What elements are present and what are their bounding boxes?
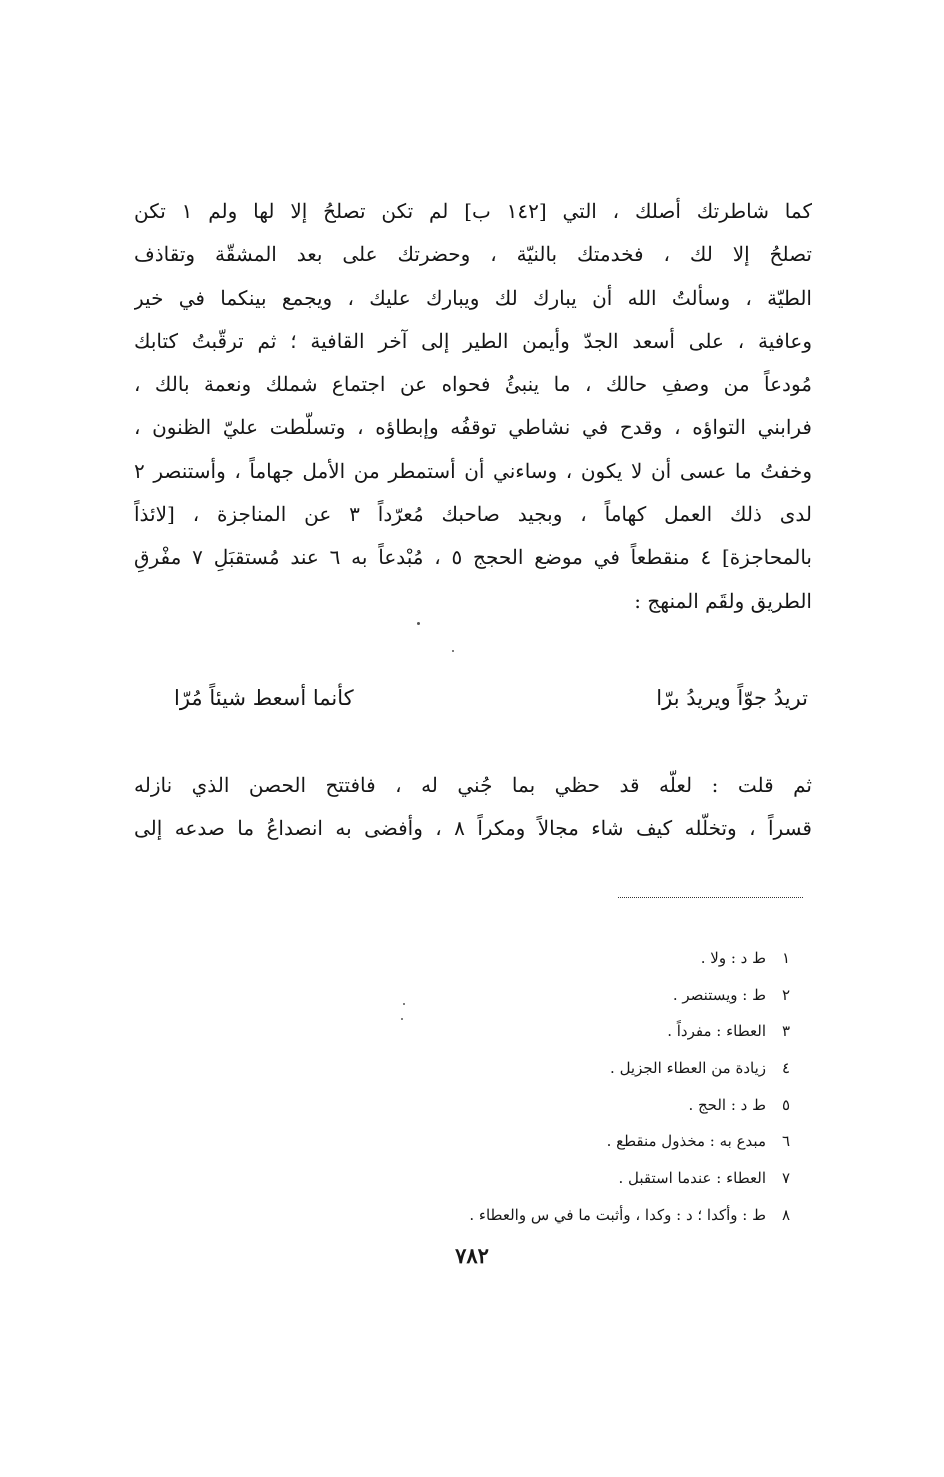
footnote <box>469 1013 790 1050</box>
footnote-text: ط د : الحج . <box>688 1095 766 1114</box>
page-number: ٧٨٢ <box>455 1243 489 1268</box>
footnote-text: العطاء : عندما استقبل . <box>618 1169 766 1188</box>
text-line: وخفتُ ما عسى أن لا يكون ، وساءني أن أستمطر من الأمل جهاماً ، وأستنصر ٢ <box>134 458 812 483</box>
footnote <box>469 1050 790 1087</box>
footnote-number: ٨ <box>781 1205 790 1224</box>
second-paragraph <box>134 764 812 851</box>
verse-second-hemistich: كأنما أسعط شيئاً مُرّا <box>174 686 354 710</box>
footnote <box>469 977 790 1014</box>
verse-first-hemistich: تريدُ جوّاً ويريدُ برّا <box>656 686 808 710</box>
print-speck <box>417 622 420 625</box>
footnote-text: العطاء : مفرداً . <box>667 1022 766 1041</box>
footnote <box>469 1123 790 1160</box>
footnote-number: ٥ <box>781 1095 790 1114</box>
footnote-number: ٦ <box>781 1132 790 1151</box>
text-line: تصلحُ إلا لك ، فخدمتك بالنيّة ، وحضرتك على بعد المشقّة وتقاذف <box>134 242 812 267</box>
footnote <box>469 1197 790 1234</box>
text-line: كما شاطرتك أصلك ، التي [١٤٢ ب] لم تكن تصلحُ إلا لها ولم ١ تكن <box>134 199 812 223</box>
footnote-text: ط : وأكدا ؛ د : وكدا ، وأثبت ما في س والعطاء . <box>469 1205 766 1224</box>
footnote-number: ١ <box>781 949 790 967</box>
text-line: الطريق ولقَم المنهج : <box>634 588 812 613</box>
footnote <box>469 1087 790 1124</box>
text-line: مُودعاً من وصفِ حالك ، ما ينبئُ فحواه عن اجتماع شملك ونعمة بالك ، <box>134 372 812 397</box>
text-line: فرابني التواؤه ، وقدح في نشاطي توقفُه وإبطاؤه ، وتسلّطت عليّ الظنون ، <box>134 415 812 440</box>
footnote-number: ٣ <box>781 1022 790 1041</box>
text-line: قسراً ، وتخلّله كيف شاء مجالاً ومكراً ٨ ، وأفضى به انصداعُ ما صدعه إلى <box>134 816 812 841</box>
footnotes-list <box>469 940 790 1234</box>
print-speck <box>452 650 454 652</box>
footnote-number: ٧ <box>781 1169 790 1188</box>
print-speck <box>401 1018 403 1020</box>
text-line: ثم قلت : لعلّه قد حظي بما جُني له ، فافتتح الحصن الذي نازله <box>134 773 812 797</box>
print-speck <box>403 1003 405 1005</box>
main-paragraph <box>134 190 812 623</box>
footnote-text: ط د : ولا . <box>700 949 766 967</box>
text-line: لدى ذلك العمل كهاماً ، وبجيد صاحبك مُعرّداً ٣ عن المناجزة ، [لائذاً <box>134 502 812 527</box>
footnote-number: ٤ <box>781 1059 790 1078</box>
text-line: بالمحاجزة] ٤ منقطعاً في موضع الحجج ٥ ، مُبْدعاً به ٦ عند مُستقبَلِ ٧ مفْرقِ <box>134 545 812 570</box>
text-line: الطيّة ، وسألتُ الله أن يبارك لك ويبارك عليك ، ويجمع بينكما في خير <box>134 285 812 310</box>
poetry-verse <box>174 676 808 720</box>
footnote-text: زيادة من العطاء الجزيل . <box>610 1059 766 1078</box>
footnote <box>469 940 790 977</box>
footnote <box>469 1160 790 1197</box>
footnote-text: ط : ويستنصر . <box>672 985 766 1004</box>
footnote-number: ٢ <box>781 985 790 1004</box>
footnote-separator <box>618 897 803 898</box>
footnote-text: مبدع به : مخذول منقطع . <box>606 1132 766 1151</box>
text-line: وعافية ، على أسعد الجدّ وأيمن الطير إلى آخر القافية ؛ ثم ترقّبتُ كتابك <box>134 328 812 353</box>
